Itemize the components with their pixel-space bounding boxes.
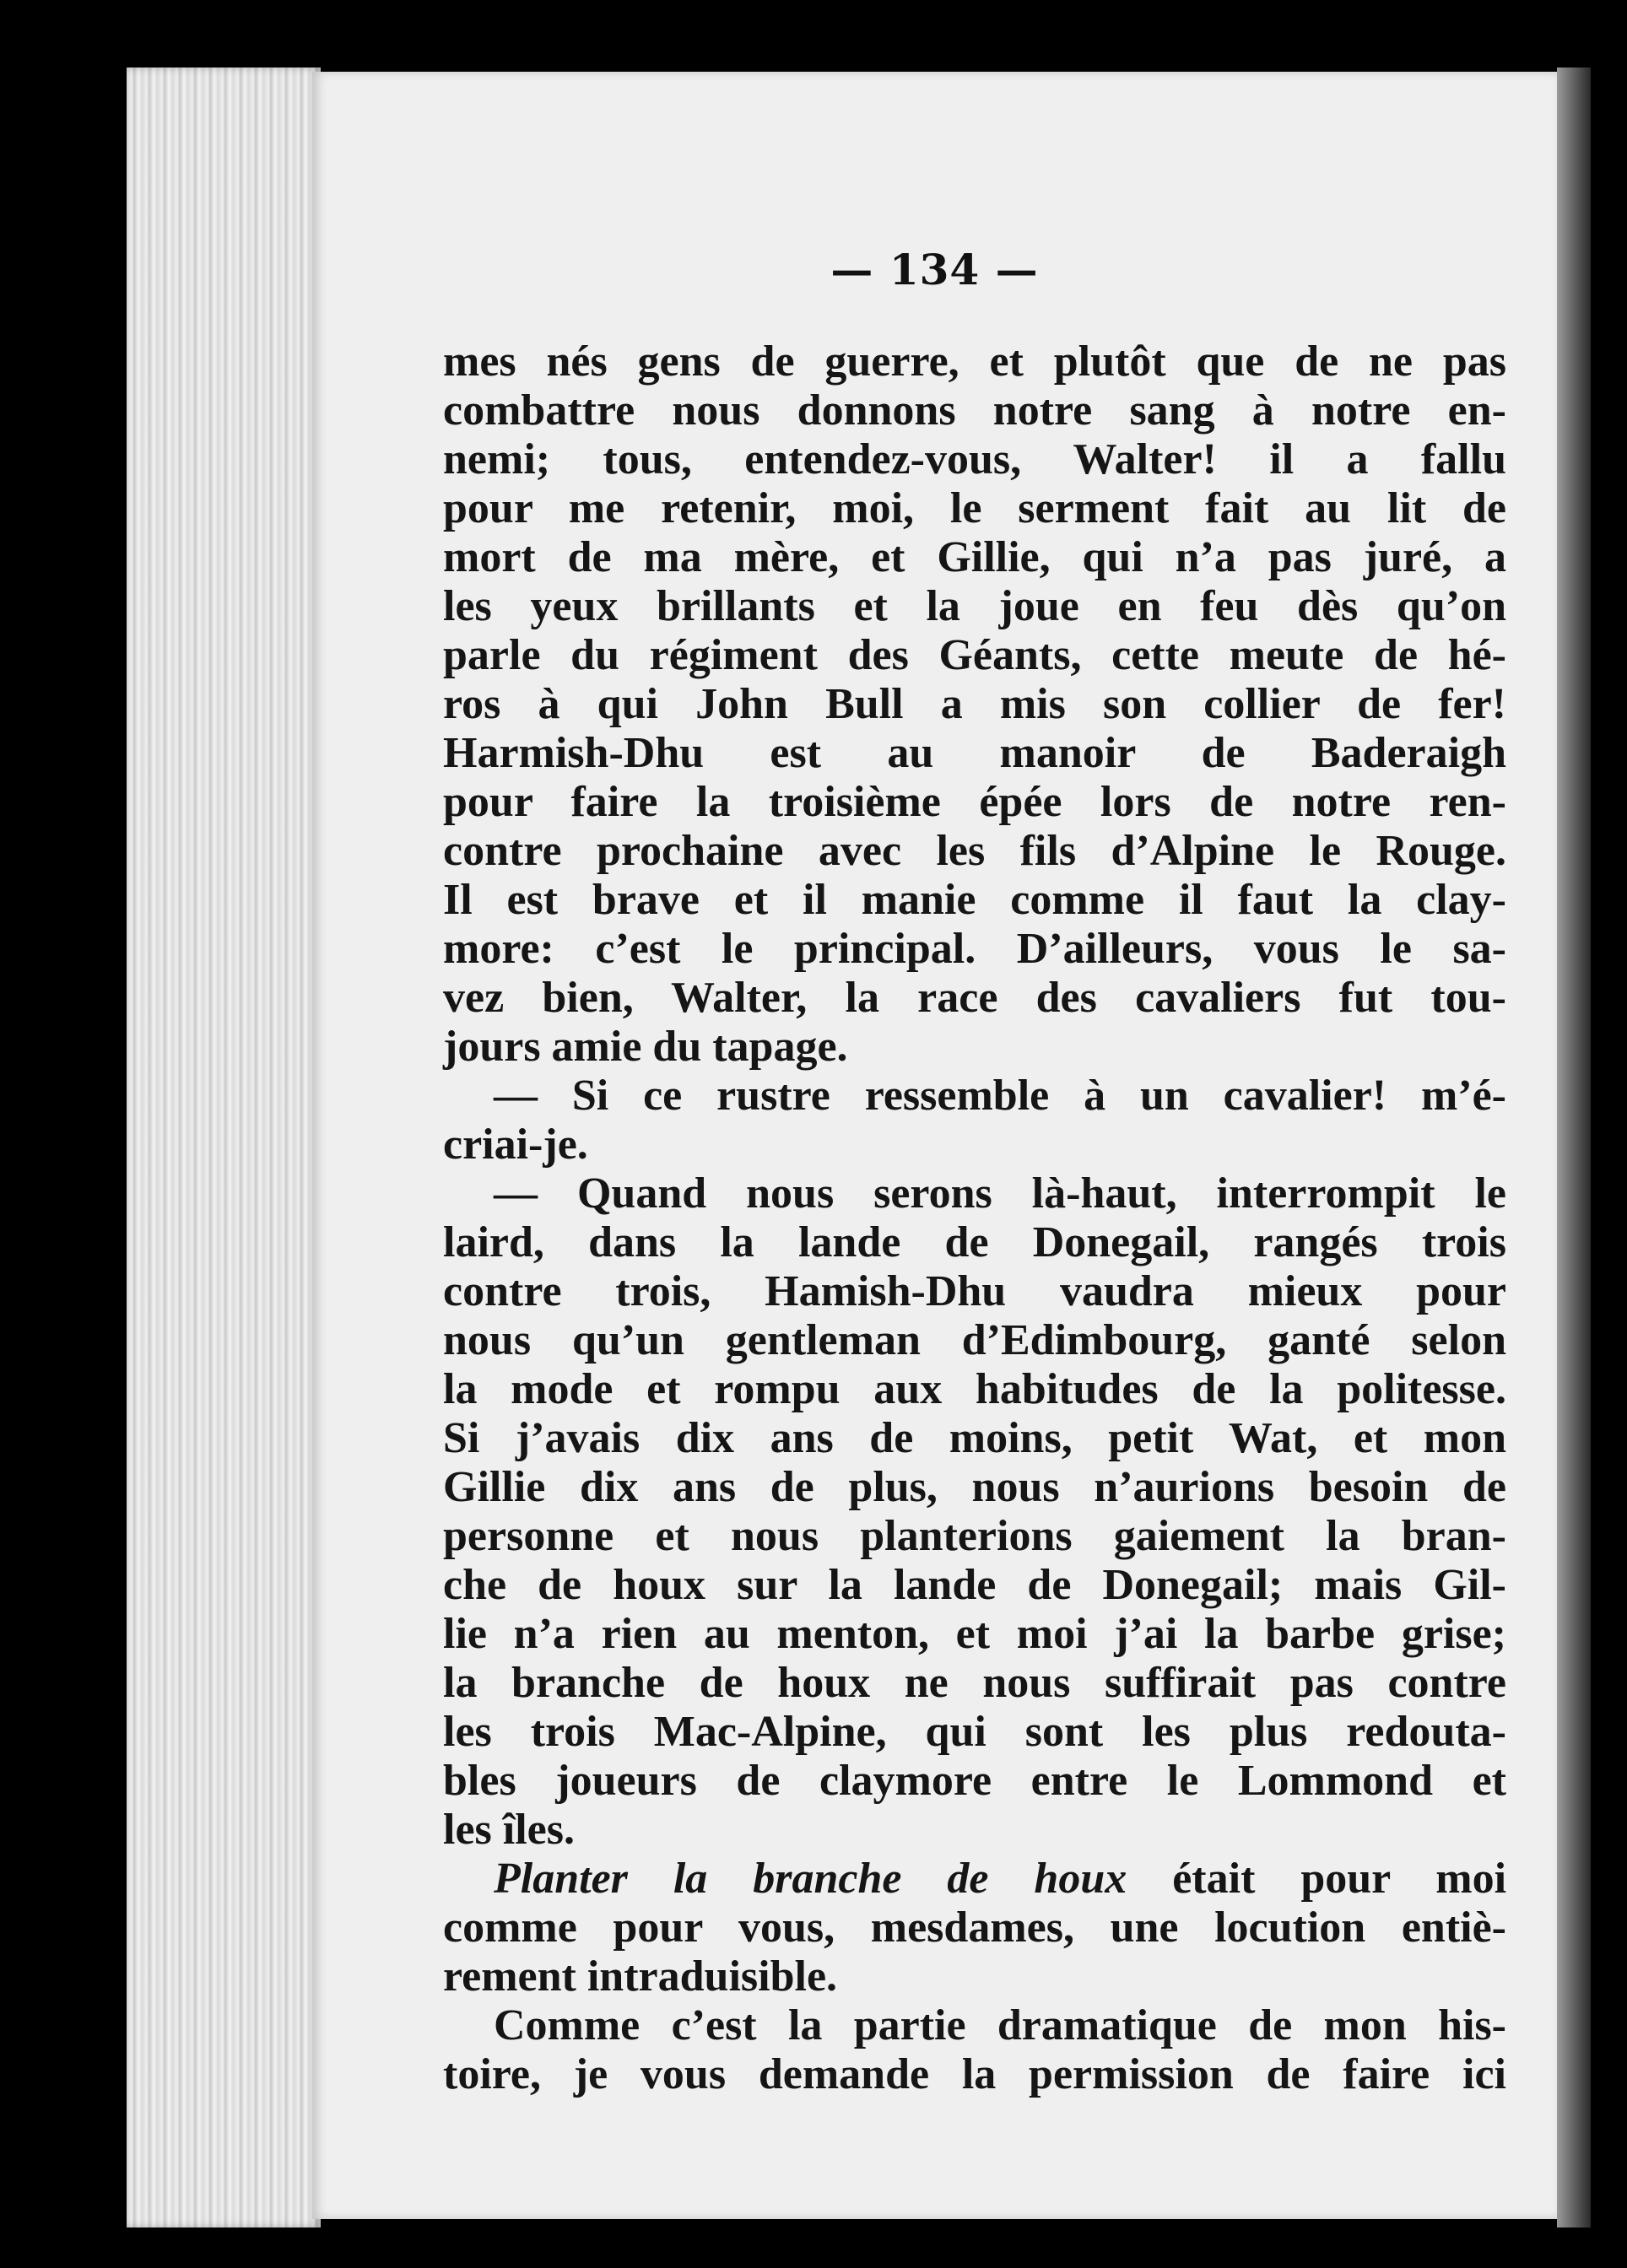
page-edge-right: [1557, 68, 1591, 2228]
text-line: comme pour vous, mesdames, une locution entiè-: [443, 1904, 1506, 1952]
text-line: contre trois, Hamish-Dhu vaudra mieux pour: [443, 1267, 1506, 1315]
text-line: more: c’est le principal. D’ailleurs, vous le sa-: [443, 925, 1506, 973]
text-line: personne et nous planterions gaiement la bran-: [443, 1512, 1506, 1560]
text-line: Harmish-Dhu est au manoir de Baderaigh: [443, 729, 1506, 777]
text-line: jours amie du tapage.: [443, 1023, 848, 1071]
text-line: criai-je.: [443, 1120, 588, 1169]
text-line: les yeux brillants et la joue en feu dès qu’on: [443, 582, 1506, 630]
text-line: Si j’avais dix ans de moins, petit Wat, et mon: [443, 1414, 1506, 1462]
text-line: rement intraduisible.: [443, 1952, 838, 2001]
text-line: la mode et rompu aux habitudes de la politesse.: [443, 1365, 1506, 1413]
text-line: pour me retenir, moi, le serment fait au lit de: [443, 484, 1506, 532]
text-line: mes nés gens de guerre, et plutôt que de ne pas: [443, 338, 1506, 386]
text-line: Gillie dix ans de plus, nous n’aurions besoin de: [443, 1463, 1506, 1511]
text-line: laird, dans la lande de Donegail, rangés trois: [443, 1218, 1506, 1266]
text-line: Il est brave et il manie comme il faut la clay-: [443, 876, 1506, 924]
text-line: lie n’a rien au menton, et moi j’ai la barbe grise;: [443, 1610, 1506, 1658]
text-line-italic: [443, 1855, 1506, 1904]
text-line: pour faire la troisième épée lors de notre ren-: [443, 778, 1506, 826]
text-line: Comme c’est la partie dramatique de mon his-: [494, 2001, 1506, 2049]
text-line: ros à qui John Bull a mis son collier de fer!: [443, 680, 1506, 728]
text-line: nemi; tous, entendez-vous, Walter! il a fallu: [443, 435, 1506, 483]
text-line: les trois Mac-Alpine, qui sont les plus redouta-: [443, 1708, 1506, 1756]
italic-phrase: Planter la branche de houx: [494, 1855, 1127, 1903]
text-line: bles joueurs de claymore entre le Lommond et: [443, 1757, 1506, 1805]
italic-line-rest: était pour moi: [1127, 1855, 1507, 1903]
text-line: che de houx sur la lande de Donegail; mais Gil-: [443, 1561, 1506, 1609]
text-line: — Quand nous serons là-haut, interrompit le: [494, 1169, 1506, 1218]
body-text: [443, 338, 1506, 2099]
text-line: la branche de houx ne nous suffirait pas contre: [443, 1659, 1506, 1707]
text-line: les îles.: [443, 1806, 575, 1854]
text-line: mort de ma mère, et Gillie, qui n’a pas juré, a: [443, 533, 1506, 581]
text-line: combattre nous donnons notre sang à notre en-: [443, 386, 1506, 435]
text-line: nous qu’un gentleman d’Edimbourg, ganté selon: [443, 1316, 1506, 1364]
page-edges: [127, 68, 321, 2228]
text-line: contre prochaine avec les fils d’Alpine le Rouge.: [443, 827, 1506, 875]
page-number: — 134 —: [830, 245, 1039, 294]
text-line: parle du régiment des Géants, cette meute de hé-: [443, 631, 1506, 679]
text-line: toire, je vous demande la permission de faire ici: [443, 2050, 1506, 2098]
text-line: vez bien, Walter, la race des cavaliers fut tou-: [443, 974, 1506, 1022]
text-line: — Si ce rustre ressemble à un cavalier! m’é-: [494, 1072, 1506, 1120]
